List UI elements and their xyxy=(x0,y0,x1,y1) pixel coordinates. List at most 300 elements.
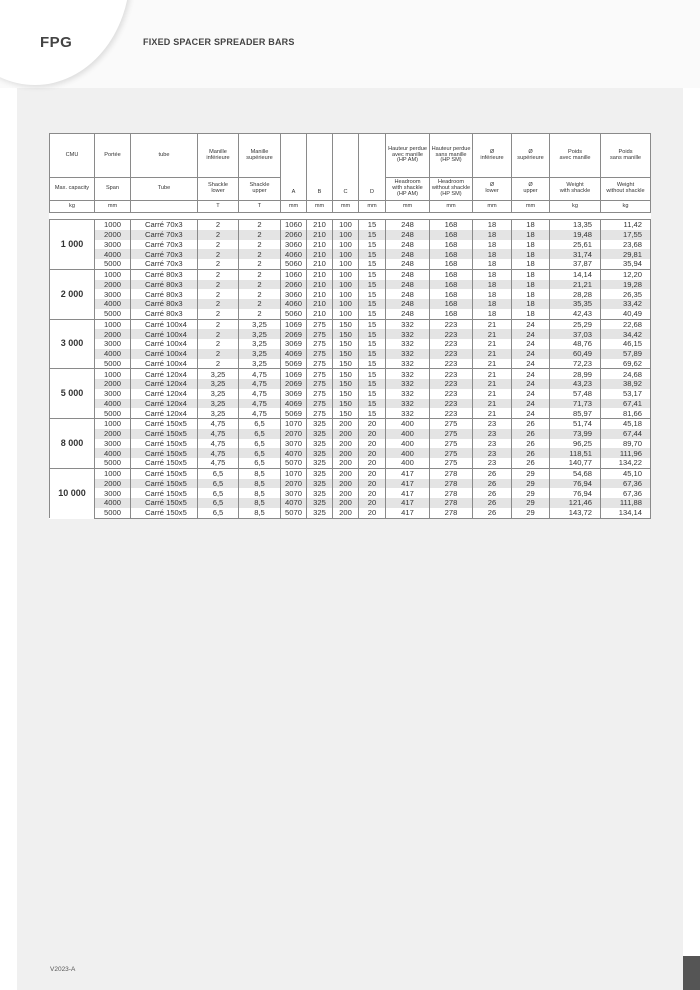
data-cell: 2 xyxy=(239,309,281,319)
data-cell: 248 xyxy=(386,240,430,250)
data-cell: 100 xyxy=(333,220,359,230)
data-cell: 2 xyxy=(198,249,239,259)
table-row xyxy=(50,458,651,468)
data-cell: Carré 150x5 xyxy=(131,479,198,489)
data-cell: 2 xyxy=(198,339,239,349)
data-cell: 42,43 xyxy=(550,309,601,319)
data-cell: 15 xyxy=(359,339,386,349)
data-cell: 210 xyxy=(307,259,333,269)
table-row xyxy=(50,498,651,508)
data-cell: 417 xyxy=(386,479,430,489)
data-cell: 60,49 xyxy=(550,349,601,359)
data-cell: 6,5 xyxy=(198,508,239,518)
table-row xyxy=(50,488,651,498)
data-cell: 12,20 xyxy=(601,269,651,279)
unit-cell xyxy=(131,201,198,213)
header-cell-fr: B xyxy=(307,134,333,201)
data-cell: 18 xyxy=(473,309,512,319)
data-cell: 25,29 xyxy=(550,319,601,329)
data-cell: 3070 xyxy=(281,488,307,498)
data-cell: 118,51 xyxy=(550,448,601,458)
data-cell: 248 xyxy=(386,259,430,269)
data-cell: 2000 xyxy=(95,230,131,240)
header-cell-fr: D xyxy=(359,134,386,201)
spreader-bar-spec-table xyxy=(49,133,651,519)
data-cell: 67,41 xyxy=(601,399,651,409)
document-version-code: V2023-A xyxy=(50,966,76,973)
data-cell: 100 xyxy=(333,289,359,299)
data-cell: 21 xyxy=(473,389,512,399)
data-cell: 20 xyxy=(359,498,386,508)
data-cell: 2 xyxy=(239,240,281,250)
data-cell: 4,75 xyxy=(198,419,239,429)
data-cell: 21 xyxy=(473,329,512,339)
data-cell: 4,75 xyxy=(239,389,281,399)
data-cell: 325 xyxy=(307,419,333,429)
data-cell: Carré 70x3 xyxy=(131,220,198,230)
data-cell: Carré 120x4 xyxy=(131,389,198,399)
data-cell: 150 xyxy=(333,319,359,329)
data-cell: 15 xyxy=(359,319,386,329)
data-cell: 6,5 xyxy=(198,479,239,489)
data-cell: 35,94 xyxy=(601,259,651,269)
table-row xyxy=(50,468,651,478)
unit-cell: mm xyxy=(281,201,307,213)
data-cell: Carré 100x4 xyxy=(131,329,198,339)
data-cell: 210 xyxy=(307,289,333,299)
data-cell: 72,23 xyxy=(550,359,601,369)
data-cell: 3,25 xyxy=(198,379,239,389)
data-cell: 2 xyxy=(198,289,239,299)
capacity-cell: 1 000 xyxy=(50,220,95,270)
data-cell: 2 xyxy=(239,230,281,240)
page-edge-tab xyxy=(683,956,700,990)
unit-cell: T xyxy=(198,201,239,213)
data-cell: 2070 xyxy=(281,429,307,439)
data-cell: 2 xyxy=(198,280,239,290)
capacity-cell: 3 000 xyxy=(50,319,95,369)
data-cell: 1000 xyxy=(95,220,131,230)
data-cell: 20 xyxy=(359,419,386,429)
data-cell: 168 xyxy=(430,220,473,230)
data-cell: 5000 xyxy=(95,259,131,269)
data-cell: 15 xyxy=(359,349,386,359)
data-cell: 332 xyxy=(386,369,430,379)
data-cell: 89,70 xyxy=(601,439,651,449)
data-cell: 278 xyxy=(430,498,473,508)
units-row xyxy=(50,201,651,213)
data-cell: 121,46 xyxy=(550,498,601,508)
data-cell: 1000 xyxy=(95,269,131,279)
data-cell: Carré 100x4 xyxy=(131,349,198,359)
data-cell: 3,25 xyxy=(198,399,239,409)
data-cell: 26 xyxy=(473,488,512,498)
data-cell: 6,5 xyxy=(239,458,281,468)
data-cell: 5069 xyxy=(281,408,307,418)
data-cell: 18 xyxy=(512,249,550,259)
data-cell: 5000 xyxy=(95,408,131,418)
data-cell: 1000 xyxy=(95,319,131,329)
data-cell: 15 xyxy=(359,280,386,290)
unit-cell: kg xyxy=(550,201,601,213)
header-cell-fr: A xyxy=(281,134,307,201)
data-cell: 2 xyxy=(239,259,281,269)
table-row xyxy=(50,220,651,230)
data-cell: 3,25 xyxy=(239,339,281,349)
data-cell: 2069 xyxy=(281,379,307,389)
unit-cell: mm xyxy=(359,201,386,213)
table-row xyxy=(50,389,651,399)
table-row xyxy=(50,339,651,349)
data-cell: 15 xyxy=(359,369,386,379)
data-cell: 26 xyxy=(512,419,550,429)
data-cell: 2 xyxy=(198,259,239,269)
header-cell-fr: Manille inférieure xyxy=(198,134,239,178)
data-cell: 33,42 xyxy=(601,299,651,309)
data-cell: 275 xyxy=(430,458,473,468)
data-cell: 200 xyxy=(333,429,359,439)
data-cell: Carré 80x3 xyxy=(131,309,198,319)
data-cell: 23 xyxy=(473,458,512,468)
capacity-cell: 10 000 xyxy=(50,468,95,518)
data-cell: 40,49 xyxy=(601,309,651,319)
data-cell: 5069 xyxy=(281,359,307,369)
data-cell: 43,23 xyxy=(550,379,601,389)
data-cell: 45,10 xyxy=(601,468,651,478)
data-cell: 5000 xyxy=(95,458,131,468)
data-cell: 34,42 xyxy=(601,329,651,339)
data-cell: 100 xyxy=(333,230,359,240)
header-cell-fr: Portée xyxy=(95,134,131,178)
data-cell: 100 xyxy=(333,280,359,290)
data-cell: 332 xyxy=(386,408,430,418)
data-cell: 275 xyxy=(430,419,473,429)
data-cell: 4,75 xyxy=(198,458,239,468)
data-cell: 1060 xyxy=(281,220,307,230)
data-cell: 1070 xyxy=(281,419,307,429)
data-cell: 6,5 xyxy=(198,488,239,498)
data-cell: 2 xyxy=(198,309,239,319)
table-row xyxy=(50,309,651,319)
data-cell: 29 xyxy=(512,479,550,489)
data-cell: 223 xyxy=(430,359,473,369)
capacity-cell: 5 000 xyxy=(50,369,95,419)
data-cell: Carré 120x4 xyxy=(131,379,198,389)
data-cell: Carré 150x5 xyxy=(131,419,198,429)
data-cell: 248 xyxy=(386,289,430,299)
table-row xyxy=(50,508,651,518)
data-cell: Carré 80x3 xyxy=(131,280,198,290)
data-cell: 200 xyxy=(333,479,359,489)
data-cell: 325 xyxy=(307,488,333,498)
data-cell: Carré 150x5 xyxy=(131,429,198,439)
data-cell: 223 xyxy=(430,379,473,389)
data-cell: 15 xyxy=(359,379,386,389)
data-cell: 210 xyxy=(307,249,333,259)
data-cell: 275 xyxy=(307,339,333,349)
data-cell: 332 xyxy=(386,349,430,359)
data-cell: 3000 xyxy=(95,240,131,250)
data-cell: 4070 xyxy=(281,498,307,508)
data-cell: 20 xyxy=(359,479,386,489)
data-cell: 2 xyxy=(198,329,239,339)
data-cell: 26 xyxy=(473,468,512,478)
header-cell-en: Span xyxy=(95,178,131,201)
data-cell: 3000 xyxy=(95,488,131,498)
data-cell: 325 xyxy=(307,439,333,449)
data-cell: 96,25 xyxy=(550,439,601,449)
data-cell: 21 xyxy=(473,379,512,389)
data-cell: 8,5 xyxy=(239,508,281,518)
data-cell: 5000 xyxy=(95,309,131,319)
data-cell: 18 xyxy=(473,240,512,250)
data-cell: 21 xyxy=(473,339,512,349)
data-cell: 76,94 xyxy=(550,479,601,489)
data-cell: 21 xyxy=(473,349,512,359)
data-cell: 3060 xyxy=(281,289,307,299)
data-cell: 3069 xyxy=(281,389,307,399)
data-cell: 248 xyxy=(386,280,430,290)
data-cell: 168 xyxy=(430,230,473,240)
data-cell: 24 xyxy=(512,379,550,389)
data-cell: 140,77 xyxy=(550,458,601,468)
data-cell: 4000 xyxy=(95,349,131,359)
spacer-cell xyxy=(50,213,651,220)
data-cell: 24 xyxy=(512,369,550,379)
header-cell-en: Shackle lower xyxy=(198,178,239,201)
data-cell: 100 xyxy=(333,269,359,279)
data-cell: 275 xyxy=(307,359,333,369)
data-cell: 21 xyxy=(473,359,512,369)
data-cell: 18 xyxy=(512,220,550,230)
data-cell: 18 xyxy=(512,269,550,279)
data-cell: 14,14 xyxy=(550,269,601,279)
data-cell: 325 xyxy=(307,479,333,489)
capacity-cell: 8 000 xyxy=(50,419,95,469)
data-cell: 20 xyxy=(359,488,386,498)
data-cell: 29,81 xyxy=(601,249,651,259)
data-cell: 223 xyxy=(430,349,473,359)
data-cell: 2 xyxy=(239,220,281,230)
unit-cell: mm xyxy=(512,201,550,213)
data-cell: 150 xyxy=(333,349,359,359)
data-cell: 45,18 xyxy=(601,419,651,429)
data-cell: 332 xyxy=(386,329,430,339)
data-cell: 31,74 xyxy=(550,249,601,259)
data-cell: 2060 xyxy=(281,230,307,240)
data-cell: 3000 xyxy=(95,339,131,349)
data-cell: 332 xyxy=(386,359,430,369)
data-cell: 111,96 xyxy=(601,448,651,458)
data-cell: 2 xyxy=(239,299,281,309)
data-cell: 6,5 xyxy=(239,448,281,458)
data-cell: 168 xyxy=(430,259,473,269)
header-cell-fr: Manille supérieure xyxy=(239,134,281,178)
data-cell: 67,36 xyxy=(601,479,651,489)
data-cell: 4,75 xyxy=(239,399,281,409)
data-cell: 400 xyxy=(386,458,430,468)
data-cell: Carré 100x4 xyxy=(131,359,198,369)
data-cell: 210 xyxy=(307,299,333,309)
data-cell: 3,25 xyxy=(198,408,239,418)
data-cell: 1069 xyxy=(281,369,307,379)
data-cell: 15 xyxy=(359,220,386,230)
data-cell: 332 xyxy=(386,389,430,399)
data-cell: 26,35 xyxy=(601,289,651,299)
data-cell: Carré 80x3 xyxy=(131,289,198,299)
data-cell: 111,88 xyxy=(601,498,651,508)
data-cell: Carré 150x5 xyxy=(131,458,198,468)
data-cell: 6,5 xyxy=(239,439,281,449)
data-cell: 67,44 xyxy=(601,429,651,439)
data-cell: 71,73 xyxy=(550,399,601,409)
data-cell: 4,75 xyxy=(239,369,281,379)
header-cell-fr: C xyxy=(333,134,359,201)
data-cell: 5000 xyxy=(95,508,131,518)
data-cell: 1069 xyxy=(281,319,307,329)
header-row-fr xyxy=(50,134,651,178)
data-cell: 48,76 xyxy=(550,339,601,349)
data-cell: 5070 xyxy=(281,458,307,468)
header-cell-en: Shackle upper xyxy=(239,178,281,201)
data-cell: 210 xyxy=(307,230,333,240)
data-cell: 2 xyxy=(198,299,239,309)
data-cell: 28,28 xyxy=(550,289,601,299)
data-cell: 24 xyxy=(512,329,550,339)
header-cell-en: Tube xyxy=(131,178,198,201)
data-cell: 51,74 xyxy=(550,419,601,429)
data-cell: 4060 xyxy=(281,299,307,309)
data-cell: 223 xyxy=(430,329,473,339)
data-cell: 5000 xyxy=(95,359,131,369)
table-row xyxy=(50,359,651,369)
data-cell: 4070 xyxy=(281,448,307,458)
data-cell: 5070 xyxy=(281,508,307,518)
data-cell: Carré 100x4 xyxy=(131,339,198,349)
data-cell: 150 xyxy=(333,329,359,339)
unit-cell: mm xyxy=(307,201,333,213)
header-cell-en: Weight without shackle xyxy=(601,178,651,201)
data-cell: 325 xyxy=(307,448,333,458)
unit-cell: mm xyxy=(333,201,359,213)
data-cell: 26 xyxy=(512,448,550,458)
data-cell: 4,75 xyxy=(198,448,239,458)
data-cell: 2000 xyxy=(95,429,131,439)
data-cell: 168 xyxy=(430,299,473,309)
data-cell: 15 xyxy=(359,259,386,269)
data-cell: 3069 xyxy=(281,339,307,349)
data-cell: 18 xyxy=(512,259,550,269)
data-cell: 18 xyxy=(512,299,550,309)
data-cell: 200 xyxy=(333,498,359,508)
data-cell: 19,48 xyxy=(550,230,601,240)
data-cell: 18 xyxy=(512,309,550,319)
data-cell: 143,72 xyxy=(550,508,601,518)
data-cell: 100 xyxy=(333,240,359,250)
data-cell: 18 xyxy=(473,249,512,259)
data-cell: 29 xyxy=(512,488,550,498)
header-cell-en: Weight with shackle xyxy=(550,178,601,201)
data-cell: 8,5 xyxy=(239,488,281,498)
data-cell: 2 xyxy=(198,220,239,230)
data-cell: 24,68 xyxy=(601,369,651,379)
data-cell: 417 xyxy=(386,508,430,518)
header-cell-fr: CMU xyxy=(50,134,95,178)
data-cell: 20 xyxy=(359,429,386,439)
table-row xyxy=(50,299,651,309)
data-cell: 168 xyxy=(430,269,473,279)
data-cell: 3,25 xyxy=(198,369,239,379)
unit-cell: mm xyxy=(430,201,473,213)
data-cell: 26 xyxy=(473,498,512,508)
data-cell: 15 xyxy=(359,230,386,240)
data-cell: 29 xyxy=(512,508,550,518)
data-cell: 1000 xyxy=(95,468,131,478)
data-cell: 35,35 xyxy=(550,299,601,309)
data-cell: 2 xyxy=(239,289,281,299)
data-cell: 168 xyxy=(430,240,473,250)
data-cell: 24 xyxy=(512,339,550,349)
data-cell: 19,28 xyxy=(601,280,651,290)
data-cell: 2000 xyxy=(95,280,131,290)
data-cell: 275 xyxy=(307,349,333,359)
table-row xyxy=(50,429,651,439)
table-row xyxy=(50,379,651,389)
data-cell: 26 xyxy=(512,429,550,439)
data-cell: 332 xyxy=(386,379,430,389)
table-row xyxy=(50,230,651,240)
table-row xyxy=(50,479,651,489)
data-cell: 5060 xyxy=(281,309,307,319)
data-cell: 210 xyxy=(307,309,333,319)
data-cell: 20 xyxy=(359,508,386,518)
data-cell: 210 xyxy=(307,220,333,230)
data-cell: 248 xyxy=(386,299,430,309)
table-row xyxy=(50,448,651,458)
data-cell: 15 xyxy=(359,408,386,418)
data-cell: 21 xyxy=(473,369,512,379)
data-cell: 18 xyxy=(473,220,512,230)
data-cell: 73,99 xyxy=(550,429,601,439)
data-cell: 23 xyxy=(473,448,512,458)
data-cell: 6,5 xyxy=(239,429,281,439)
unit-cell: T xyxy=(239,201,281,213)
table-row xyxy=(50,319,651,329)
data-cell: 69,62 xyxy=(601,359,651,369)
data-cell: 18 xyxy=(473,299,512,309)
header-cell-fr: Hauteur perdue avec manille (HP AM) xyxy=(386,134,430,178)
unit-cell: kg xyxy=(50,201,95,213)
data-cell: 150 xyxy=(333,379,359,389)
data-cell: 22,68 xyxy=(601,319,651,329)
data-cell: 57,89 xyxy=(601,349,651,359)
table-row xyxy=(50,249,651,259)
data-cell: 15 xyxy=(359,299,386,309)
data-cell: 21 xyxy=(473,408,512,418)
data-cell: 223 xyxy=(430,369,473,379)
data-cell: Carré 80x3 xyxy=(131,269,198,279)
data-cell: 2000 xyxy=(95,379,131,389)
data-cell: 76,94 xyxy=(550,488,601,498)
header-cell-en: Max. capacity xyxy=(50,178,95,201)
data-cell: 2 xyxy=(239,280,281,290)
data-cell: 23 xyxy=(473,419,512,429)
data-cell: Carré 150x5 xyxy=(131,498,198,508)
data-cell: 150 xyxy=(333,369,359,379)
data-cell: 275 xyxy=(430,448,473,458)
data-cell: 100 xyxy=(333,249,359,259)
data-cell: 168 xyxy=(430,309,473,319)
